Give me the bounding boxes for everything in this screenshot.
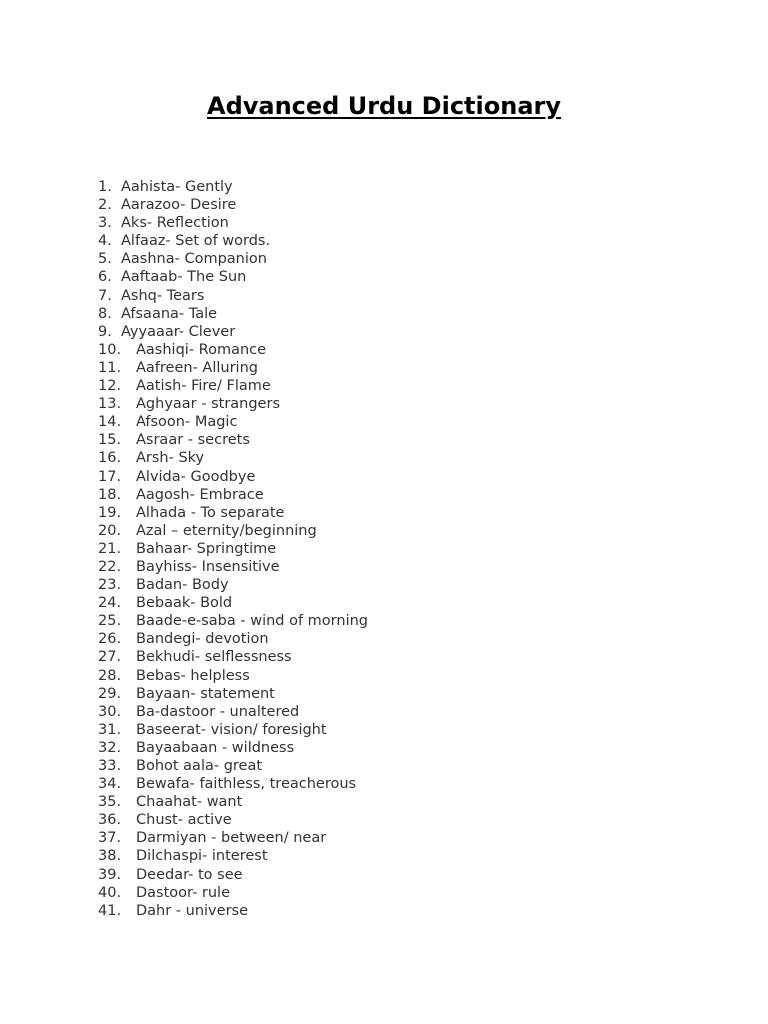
list-item-text: Bayaan- statement [136, 685, 275, 702]
list-item-text: Ashq- Tears [121, 287, 205, 304]
list-item-number: 27. [98, 649, 122, 666]
list-item-text: Dilchaspi- interest [136, 848, 268, 865]
list-item-text: Aashna- Companion [121, 251, 267, 268]
list-item-text: Aks- Reflection [121, 215, 229, 232]
list-item-number: 1. [98, 179, 112, 195]
list-item-number: 10. [98, 341, 122, 358]
list-item-number: 33. [98, 758, 122, 774]
list-item-text: Afsaana- Tale [121, 305, 218, 322]
list-item-text: Aagosh- Embrace [136, 486, 264, 503]
list-item-number: 15. [98, 432, 122, 449]
list-item-number: 9. [98, 323, 112, 340]
list-item-text: Bewafa- faithless, treacherous [136, 776, 357, 793]
list-item-text: Bebas- helpless [136, 667, 250, 684]
list-item-number: 23. [98, 577, 122, 594]
list-item-text: Badan- Body [136, 577, 229, 594]
list-item-number: 32. [98, 739, 122, 756]
list-item-number: 8. [98, 305, 112, 322]
list-item-text: Ba-dastoor - unaltered [136, 703, 300, 720]
list-item-text: Aatish- Fire/ Flame [136, 378, 271, 395]
list-item-text: Alfaaz- Set of words. [121, 233, 271, 250]
list-item-text: Asraar - secrets [136, 432, 250, 449]
list-item-number: 2. [98, 197, 112, 214]
list-item-number: 40. [98, 884, 122, 901]
list-item-text: Chaahat- want [136, 794, 243, 811]
list-item-number: 16. [98, 450, 122, 467]
list-item-text: Bohot aala- great [136, 758, 263, 774]
list-item-number: 26. [98, 631, 122, 648]
list-item-number: 11. [98, 359, 122, 376]
list-item-number: 19. [98, 504, 122, 521]
list-item-text: Bahaar- Springtime [136, 540, 277, 557]
list-item-number: 4. [98, 233, 112, 250]
list-item-text: Bekhudi- selflessness [136, 649, 292, 666]
list-item-text: Alvida- Goodbye [136, 468, 256, 485]
list-item-text: Afsoon- Magic [136, 414, 238, 431]
list-item-text: Arsh- Sky [136, 450, 205, 467]
list-item-number: 28. [98, 667, 122, 684]
list-item-number: 17. [98, 468, 122, 485]
list-item-text: Ayyaaar- Clever [121, 323, 236, 340]
list-item-number: 30. [98, 703, 122, 720]
list-item-number: 18. [98, 486, 122, 503]
list-item-number: 21. [98, 540, 122, 557]
list-item-number: 20. [98, 522, 122, 539]
list-item-text: Darmiyan - between/ near [136, 830, 327, 847]
list-item-text: Dahr - universe [136, 902, 248, 919]
list-item-text: Aaftaab- The Sun [121, 269, 247, 286]
list-item-number: 22. [98, 558, 122, 575]
list-item-number: 41. [98, 902, 122, 919]
list-item-text: Bayhiss- Insensitive [136, 558, 280, 575]
list-item-number: 34. [98, 776, 122, 793]
list-item-number: 6. [98, 269, 112, 286]
list-item-number: 36. [98, 812, 122, 829]
list-item-text: Aafreen- Alluring [136, 359, 258, 376]
list-item-text: Aahista- Gently [121, 179, 233, 195]
list-item-text: Dastoor- rule [136, 884, 231, 901]
list-item-text: Azal – eternity/beginning [136, 522, 317, 539]
list-item-text: Aghyaar - strangers [136, 396, 280, 413]
list-item-text: Bayaabaan - wildness [136, 739, 295, 756]
list-item-text: Baseerat- vision/ foresight [136, 721, 327, 738]
list-item-number: 38. [98, 848, 122, 865]
list-item-number: 5. [98, 251, 112, 268]
list-item-number: 13. [98, 396, 122, 413]
list-item-text: Bandegi- devotion [136, 631, 269, 648]
page-title: Advanced Urdu Dictionary [207, 92, 561, 120]
list-item-number: 39. [98, 866, 122, 883]
list-item-number: 12. [98, 378, 122, 395]
list-item-number: 31. [98, 721, 122, 738]
list-item-number: 37. [98, 830, 122, 847]
list-item-text: Alhada - To separate [136, 504, 285, 521]
list-item-text: Aashiqi- Romance [136, 341, 267, 358]
list-item-number: 24. [98, 595, 122, 612]
list-item-number: 7. [98, 287, 112, 304]
list-item-number: 14. [98, 414, 122, 431]
list-item-number: 25. [98, 613, 122, 630]
list-item-text: Baade-e-saba - wind of morning [136, 613, 368, 630]
list-item-text: Aarazoo- Desire [121, 197, 237, 214]
list-item-number: 3. [98, 215, 112, 232]
list-item-text: Deedar- to see [136, 866, 243, 883]
list-item-text: Bebaak- Bold [136, 595, 233, 612]
list-item-number: 35. [98, 794, 122, 811]
list-item-text: Chust- active [136, 812, 232, 829]
list-item-number: 29. [98, 685, 122, 702]
